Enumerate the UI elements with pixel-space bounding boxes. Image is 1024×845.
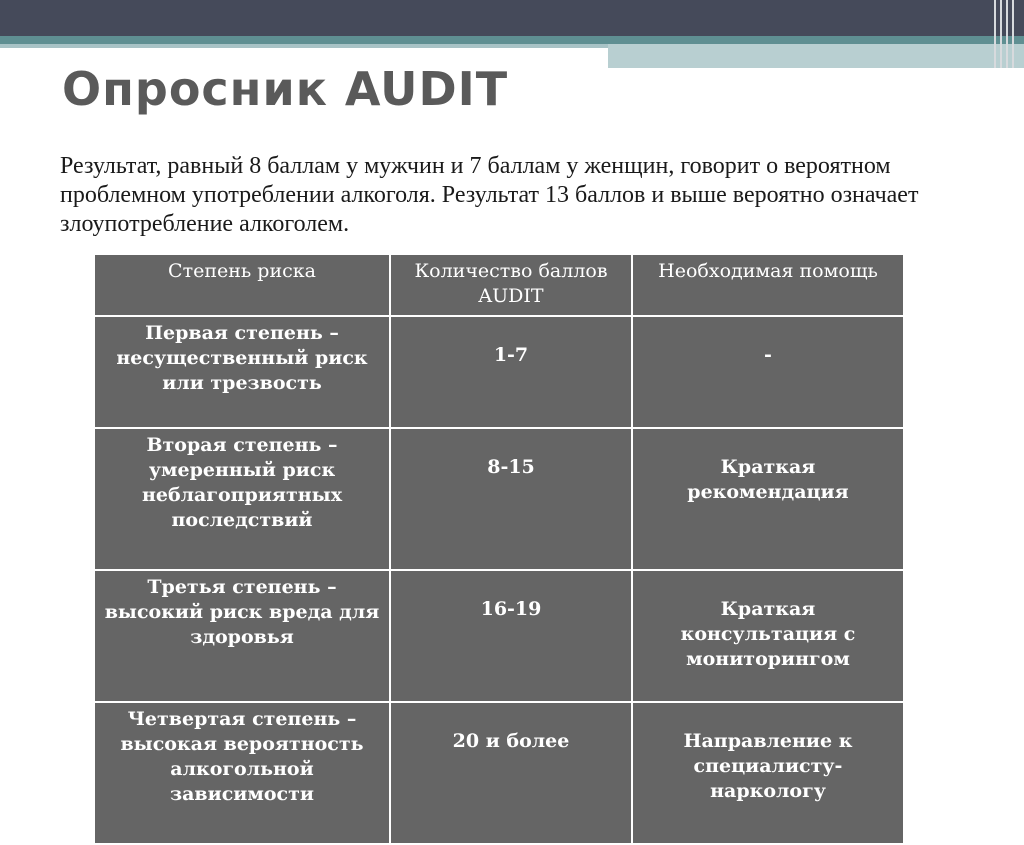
header-required-help: Необходимая помощь <box>632 254 904 316</box>
audit-risk-table <box>93 253 905 845</box>
table-row <box>94 316 904 428</box>
cell-score: 1-7 <box>390 316 632 428</box>
cell-score: 16-19 <box>390 570 632 702</box>
header-risk-level: Степень риска <box>94 254 390 316</box>
intro-paragraph: Результат, равный 8 баллам у мужчин и 7 баллам у женщин, говорит о вероятном проблемном употреблении алкоголя. Результат 13 баллов и выше вероятно означает злоупотребление алкоголем. <box>60 153 919 237</box>
decorative-lines <box>992 0 1016 68</box>
table-header-row <box>94 254 904 316</box>
header-bar-accent <box>0 36 1024 44</box>
header-audit-score: Количество баллов AUDIT <box>390 254 632 316</box>
cell-help: Краткая консультация с мониторингом <box>632 570 904 702</box>
table-row <box>94 702 904 844</box>
cell-score: 20 и более <box>390 702 632 844</box>
table-row <box>94 570 904 702</box>
header-bar-light-left <box>0 44 608 48</box>
slide-title: Опросник AUDIT <box>62 62 509 116</box>
cell-help: Направление к специалисту-наркологу <box>632 702 904 844</box>
cell-risk: Первая степень – несущественный риск или трезвость <box>94 316 390 428</box>
header-bar-light <box>608 44 1024 68</box>
cell-score: 8-15 <box>390 428 632 570</box>
cell-risk: Вторая степень – умеренный риск неблагоприятных последствий <box>94 428 390 570</box>
cell-help: - <box>632 316 904 428</box>
cell-risk: Третья степень – высокий риск вреда для здоровья <box>94 570 390 702</box>
table-row <box>94 428 904 570</box>
header-bar-dark <box>0 0 1024 36</box>
cell-risk: Четвертая степень – высокая вероятность алкогольной зависимости <box>94 702 390 844</box>
cell-help: Краткая рекомендация <box>632 428 904 570</box>
